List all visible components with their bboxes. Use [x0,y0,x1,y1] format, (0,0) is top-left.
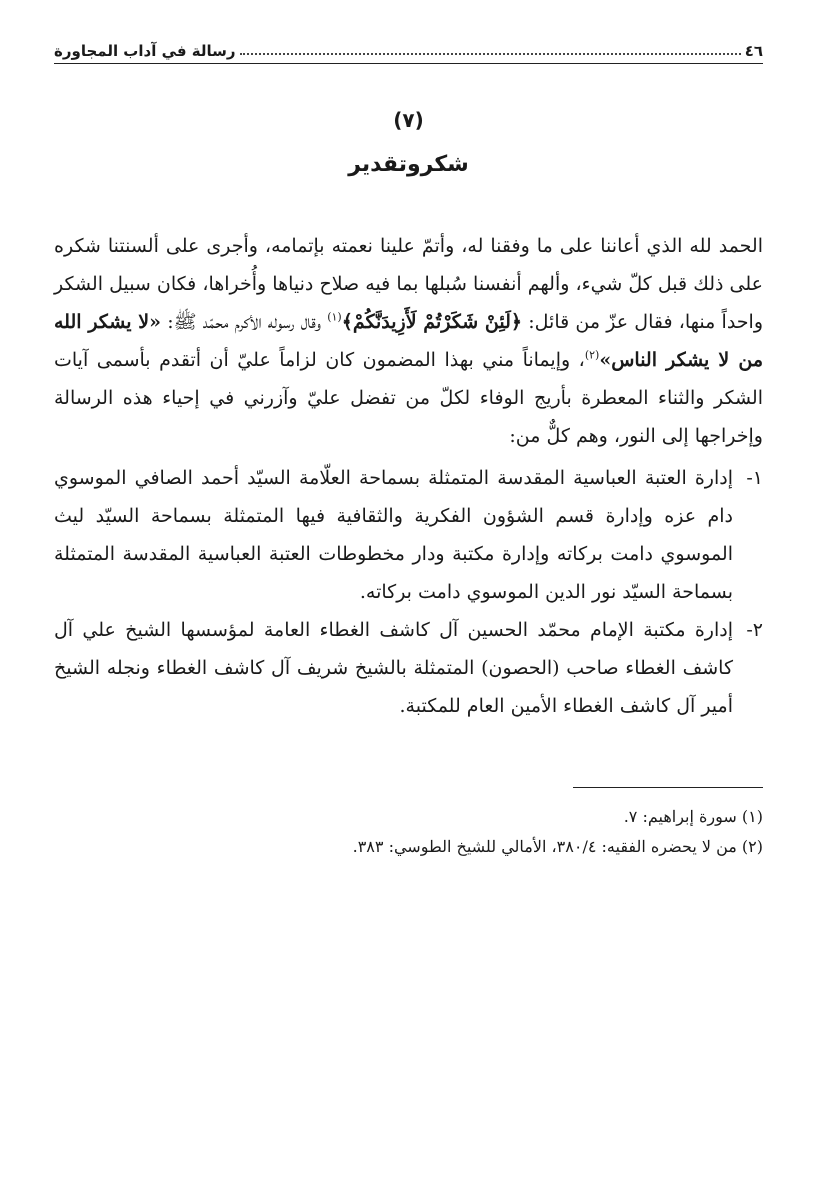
quran-verse: ﴿لَئِنْ شَكَرْتُمْ لَأَزِيدَنَّكُمْ﴾ [341,311,523,333]
section-number: (٧) [393,108,424,132]
list-item [54,459,763,611]
footnote-2: (٢) من لا يحضره الفقيه: ٣٨٠/٤، الأمالي للشيخ الطوسي: ٣٨٣. [352,837,763,856]
paragraph-text-mid: وقال رسوله الأكرم محمّد ﷺ: [161,311,328,333]
footnote-separator [573,787,763,788]
list-item-text: إدارة العتبة العباسية المقدسة المتمثلة بسماحة العلّامة السيّد أحمد الصافي الموسوي دام عزه وإدارة قسم الشؤون الفكرية والثقافية فيها المتمثلة بسماحة السيّد ليث الموسوي دامت بركاته وإدارة مكتبة ودار مخطوطات العتبة العباسية المقدسة المتمثلة بسماحة السيّد نور الدين الموسوي دامت بركاته. [54,467,734,603]
paragraph-text-end: ، وإيماناً مني بهذا المضمون كان لزاماً عليّ أن أتقدم بأسمى آيات الشكر والثناء المعطرة بأريج الوفاء لكلّ من تفضل عليّ وآزرني في إحياء هذه الرسالة وإخراجها إلى النور، وهم كلٌّ من: [54,349,763,447]
footnote-1: (١) سورة إبراهيم: ٧. [623,807,763,826]
acknowledgement-list [54,459,763,725]
footnote-marker-1[interactable]: (١) [327,310,342,324]
header-dot-leader [240,52,741,55]
page-number: ٤٦ [744,42,763,60]
section-title: شكروتقدير [348,152,469,177]
list-item-text: إدارة مكتبة الإمام محمّد الحسين آل كاشف الغطاء العامة لمؤسسها الشيخ علي آل كاشف الغطاء صاحب (الحصون) المتمثلة بالشيخ شريف آل كاشف الغطاء ونجله الشيخ أمير آل كاشف الغطاء الأمين العام للمكتبة. [54,619,733,717]
page [54,30,763,1178]
list-item [54,611,763,725]
hadith-quote: «لا يشكر الله من لا يشكر الناس» [54,311,763,371]
list-item-number: ٢- [746,619,763,641]
footnote-marker-2[interactable]: (٢) [584,348,600,362]
list-item-number: ١- [746,467,763,489]
body-paragraph [54,227,763,455]
running-header [54,30,763,64]
book-title: رسالة في آداب المجاورة [54,42,236,60]
footnotes [54,802,763,862]
paragraph-text-start: الحمد لله الذي أعاننا على ما وفقنا له، وأتمّ علينا نعمته بإتمامه، وأجرى على ألسنتنا شكره على ذلك قبل كلّ شيء، وألهم أنفسنا سُبلها بما فيه صلاح دنياها وأُخراها، فكان سبيل الشكر واحداً منها، فقال عزّ من قائل: [54,235,763,333]
